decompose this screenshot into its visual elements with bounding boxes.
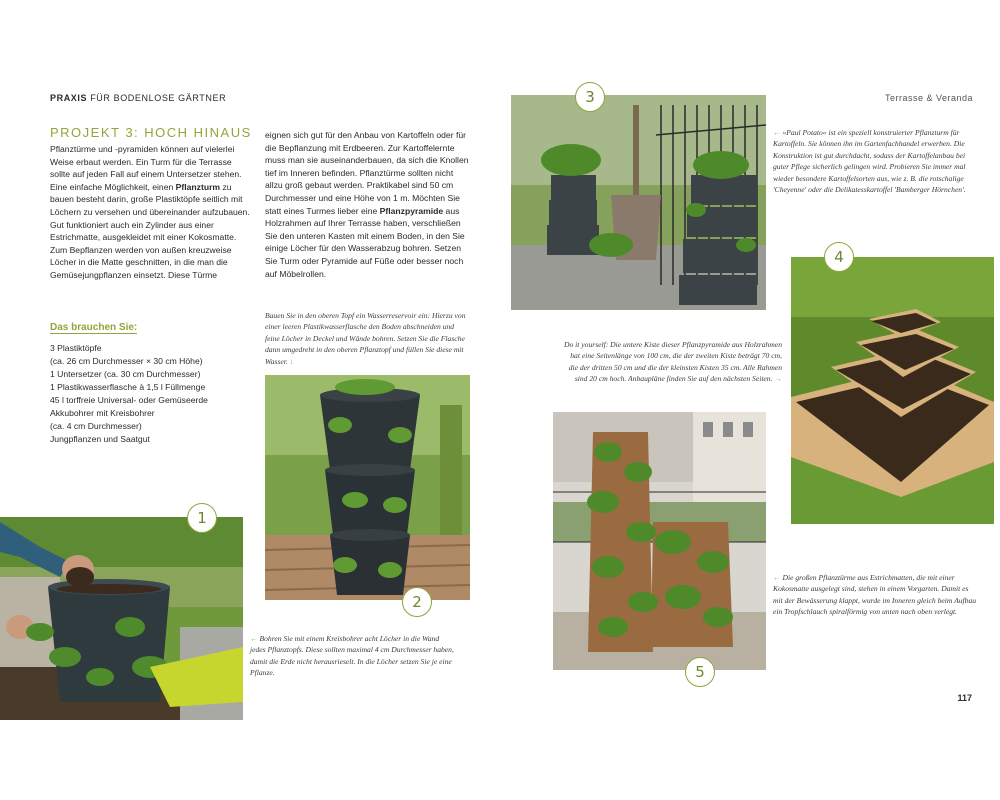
section-bold: PRAXIS	[50, 93, 88, 103]
photo-planting-pot	[0, 517, 243, 720]
materials-item: (ca. 4 cm Durchmesser)	[50, 421, 142, 431]
photo-stacked-pots	[265, 375, 470, 600]
section-rest: FÜR BODENLOSE GÄRTNER	[87, 93, 227, 103]
body-column-1	[50, 143, 253, 282]
photo-number-badge-4: 4	[824, 242, 854, 272]
arrow-down-icon: ↓	[289, 356, 294, 366]
col1-bold: Pflanzturm	[175, 181, 221, 192]
materials-item: 1 Untersetzer (ca. 30 cm Durchmesser)	[50, 369, 201, 379]
col1-text: Pflanztürme und -pyramiden können auf vielerlei Weise erbaut werden. Ein Turm für die Terrasse sollte auf jeden Fall auf einem Untersetzer stehen. Eine einfache Möglichkeit, einen	[50, 144, 242, 192]
caption-water-reservoir	[265, 310, 470, 367]
materials-item: (ca. 26 cm Durchmesser × 30 cm Höhe)	[50, 356, 203, 366]
caption-text: Bauen Sie in den oberen Topf ein Wasserreservoir ein: Hierzu von einer leeren Plastikwasserflasche den Boden abschneiden und feine Löcher in Deckel und Wände bohren. Setzen Sie die Flasche dann umgedreht in den oberen Pflanztopf und füllen Sie diese mit Wasser.	[265, 311, 466, 366]
page-number: 117	[957, 693, 972, 703]
materials-heading: Das brauchen Sie:	[50, 322, 138, 333]
caption-screed-towers	[773, 572, 978, 618]
caption-diy-pyramid	[560, 339, 782, 385]
caption-drill-holes	[250, 633, 455, 679]
caption-text: »Paul Potato« ist ein speziell konstruierter Pflanzturm für Kartoffeln. Sie können ihn im Gartenfachhandel erwerben. Die Konstruktion ist gut durchdacht, sodass der Kartoffelanbau bei guter Pflege sicherlich gelingen wird. Probieren Sie immer mal wieder besondere Kartoffelsorten aus, wie z. B. die rotschalige 'Cheyenne' oder die Delikatesskartoffel 'Bamberger Hörnchen'.	[773, 128, 966, 195]
materials-item: 3 Plastiktöpfe	[50, 343, 102, 353]
caption-text: Bohren Sie mit einem Kreisbohrer acht Löcher in die Wand jedes Pflanztopfs. Diese sollten maximal 4 cm Durchmesser haben, damit die Erde nicht herausrieselt. In die Löcher setzen Sie je eine Pflanze.	[250, 634, 454, 678]
col2-text: eignen sich gut für den Anbau von Kartoffeln oder für die Bepflanzung mit Erdbeeren. Zur Kartoffelernte muss man sie auseinanderbauen, da sich die Knollen tief im Inneren befinden. Pflanztürme sollten nicht allzu groß gebaut werden. Praktikabel sind 50 cm Durchmesser und eine Höhe von 1 m. Möchten Sie statt eines Turmes lieber eine	[265, 130, 469, 216]
arrow-left-icon: ←	[773, 573, 781, 582]
caption-text: Do it yourself: Die untere Kiste dieser Pflanzpyramide aus Holzrahmen hat eine Seitenlänge von 100 cm, die der zweiten Kiste beträgt 70 cm, die der dritten 50 cm und die der kleinsten Kisten 35 cm. Alle Rahmen sind 20 cm hoch. Anbaupläne finden Sie auf den nächsten Seiten.	[563, 340, 782, 384]
photo-number-badge-1: 1	[187, 503, 217, 533]
materials-item: Jungpflanzen und Saatgut	[50, 434, 150, 444]
running-header-left	[50, 93, 226, 103]
caption-paul-potato	[773, 127, 978, 195]
photo-number-badge-2: 2	[402, 587, 432, 617]
running-header-right: Terrasse & Veranda	[884, 93, 973, 103]
photo-number-badge-5: 5	[685, 657, 715, 687]
arrow-left-icon: ←	[250, 634, 258, 643]
materials-item: Akkubohrer mit Kreisbohrer	[50, 408, 155, 418]
photo-number-badge-3: 3	[575, 82, 605, 112]
body-column-2	[265, 129, 470, 280]
caption-text: Die großen Pflanztürme aus Estrichmatten, die mit einer Kokosmatte ausgelegt sind, stehen in einem Vorgarten. Damit es mit der Bewässerung klappt, wurde im Inneren gleich beim Aufbau ein Tropfschlauch spiralförmig von unten nach oben verlegt.	[773, 573, 977, 617]
arrow-right-icon: →	[774, 374, 782, 384]
photo-paul-potato	[511, 95, 766, 310]
materials-item: 1 Plastikwasserflasche à 1,5 l Füllmenge	[50, 382, 206, 392]
col2-bold: Pflanzpyramide	[379, 205, 444, 216]
col2-text-rest: aus Holzrahmen auf Ihrer Terrasse haben, verschließen Sie den unteren Kasten mit einem Boden, in den Sie einige Löcher für den Wasserabzug bohren. Setzen Sie Turm oder Pyramide auf Füße oder besser noch auf Möbelrollen.	[265, 205, 465, 279]
materials-list	[50, 342, 260, 446]
project-title: PROJEKT 3: HOCH HINAUS	[50, 125, 252, 140]
col1-text-rest: zu bauen besteht darin, große Plastiktöpfe seitlich mit Löchern zu versehen und übereinander aufzubauen. Gut funktioniert auch ein Zylinder aus einer Estrichmatte, ausgekleidet mit einer Kokosmatte. Zum Bepflanzen werden von außen kreuzweise Löcher in die Matte geschnitten, in die man die Gemüsejungpflanzen einsetzt. Diese Türme	[50, 181, 250, 280]
arrow-left-icon: ←	[773, 128, 781, 137]
photo-wooden-pyramid	[791, 257, 994, 524]
photo-screed-towers	[553, 412, 766, 670]
materials-item: 45 l torffreie Universal- oder Gemüseerde	[50, 395, 208, 405]
